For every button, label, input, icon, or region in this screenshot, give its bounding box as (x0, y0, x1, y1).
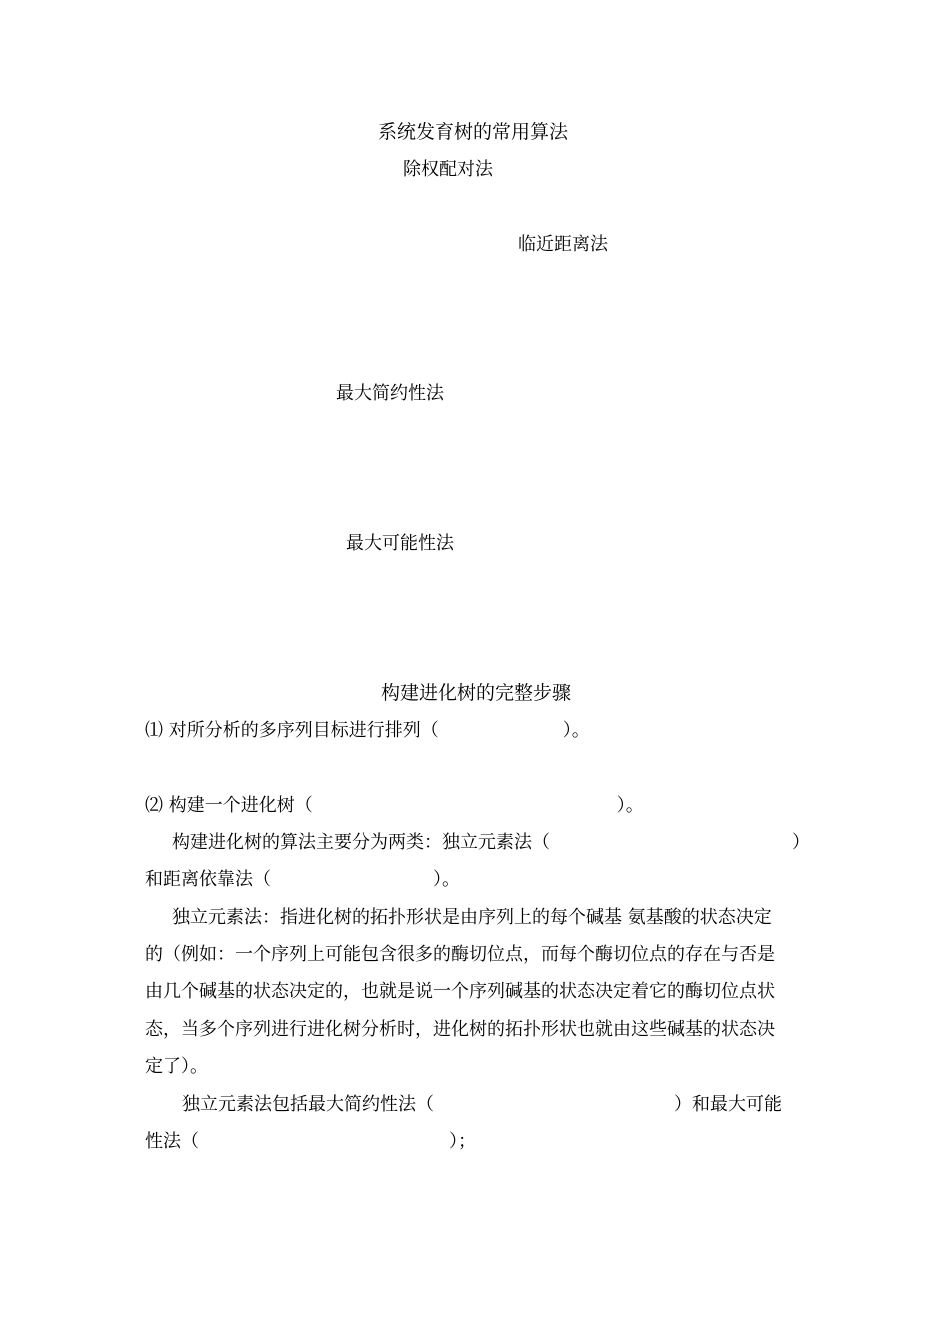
step-2-end: ）。 (616, 795, 644, 816)
p1-text-b: ） (792, 832, 810, 853)
paragraph-1-line-1 (172, 831, 810, 855)
steps-title: 构建进化树的完整步骤 (381, 682, 572, 704)
step-2 (145, 794, 644, 818)
p3-text-b: ）和最大可能 (674, 1094, 782, 1115)
paragraph-1-line-2 (145, 868, 460, 892)
step-2-text: ⑵ 构建一个进化树（ (145, 795, 313, 816)
paragraph-3-line-1 (182, 1093, 782, 1117)
step-1 (145, 719, 590, 743)
paragraph-2-line-5: 定了）。 (145, 1056, 208, 1077)
paragraph-2-line-3: 由几个碱基的状态决定的，也就是说一个序列碱基的状态决定着它的酶切位点状 (145, 981, 775, 1002)
page-title: 系统发育树的常用算法 (378, 121, 569, 143)
p1-text-c: 和距离依靠法（ (145, 869, 271, 890)
paragraph-2-line-4: 态，当多个序列进行进化树分析时，进化树的拓扑形状也就由这些碱基的状态决 (145, 1019, 775, 1040)
paragraph-2-line-1: 独立元素法：指进化树的拓扑形状是由序列上的每个碱基 氨基酸的状态决定 (172, 907, 772, 928)
heading-maximum-likelihood: 最大可能性法 (346, 533, 454, 554)
heading-upgma: 除权配对法 (403, 159, 493, 180)
p3-text-d: ）； (449, 1131, 476, 1152)
heading-maximum-parsimony: 最大简约性法 (336, 383, 444, 404)
step-1-end: ）。 (562, 720, 590, 741)
p1-text-a: 构建进化树的算法主要分为两类：独立元素法（ (172, 832, 550, 853)
p3-text-c: 性法（ (145, 1131, 199, 1152)
p3-text-a: 独立元素法包括最大简约性法（ (182, 1094, 434, 1115)
step-1-text: ⑴ 对所分析的多序列目标进行排列（ (145, 720, 439, 741)
heading-neighbor-joining: 临近距离法 (518, 234, 608, 255)
paragraph-2-line-2: 的（例如：一个序列上可能包含很多的酶切位点，而每个酶切位点的存在与否是 (145, 944, 775, 965)
paragraph-3-line-2 (145, 1130, 476, 1154)
p1-text-d: ）。 (433, 869, 460, 890)
